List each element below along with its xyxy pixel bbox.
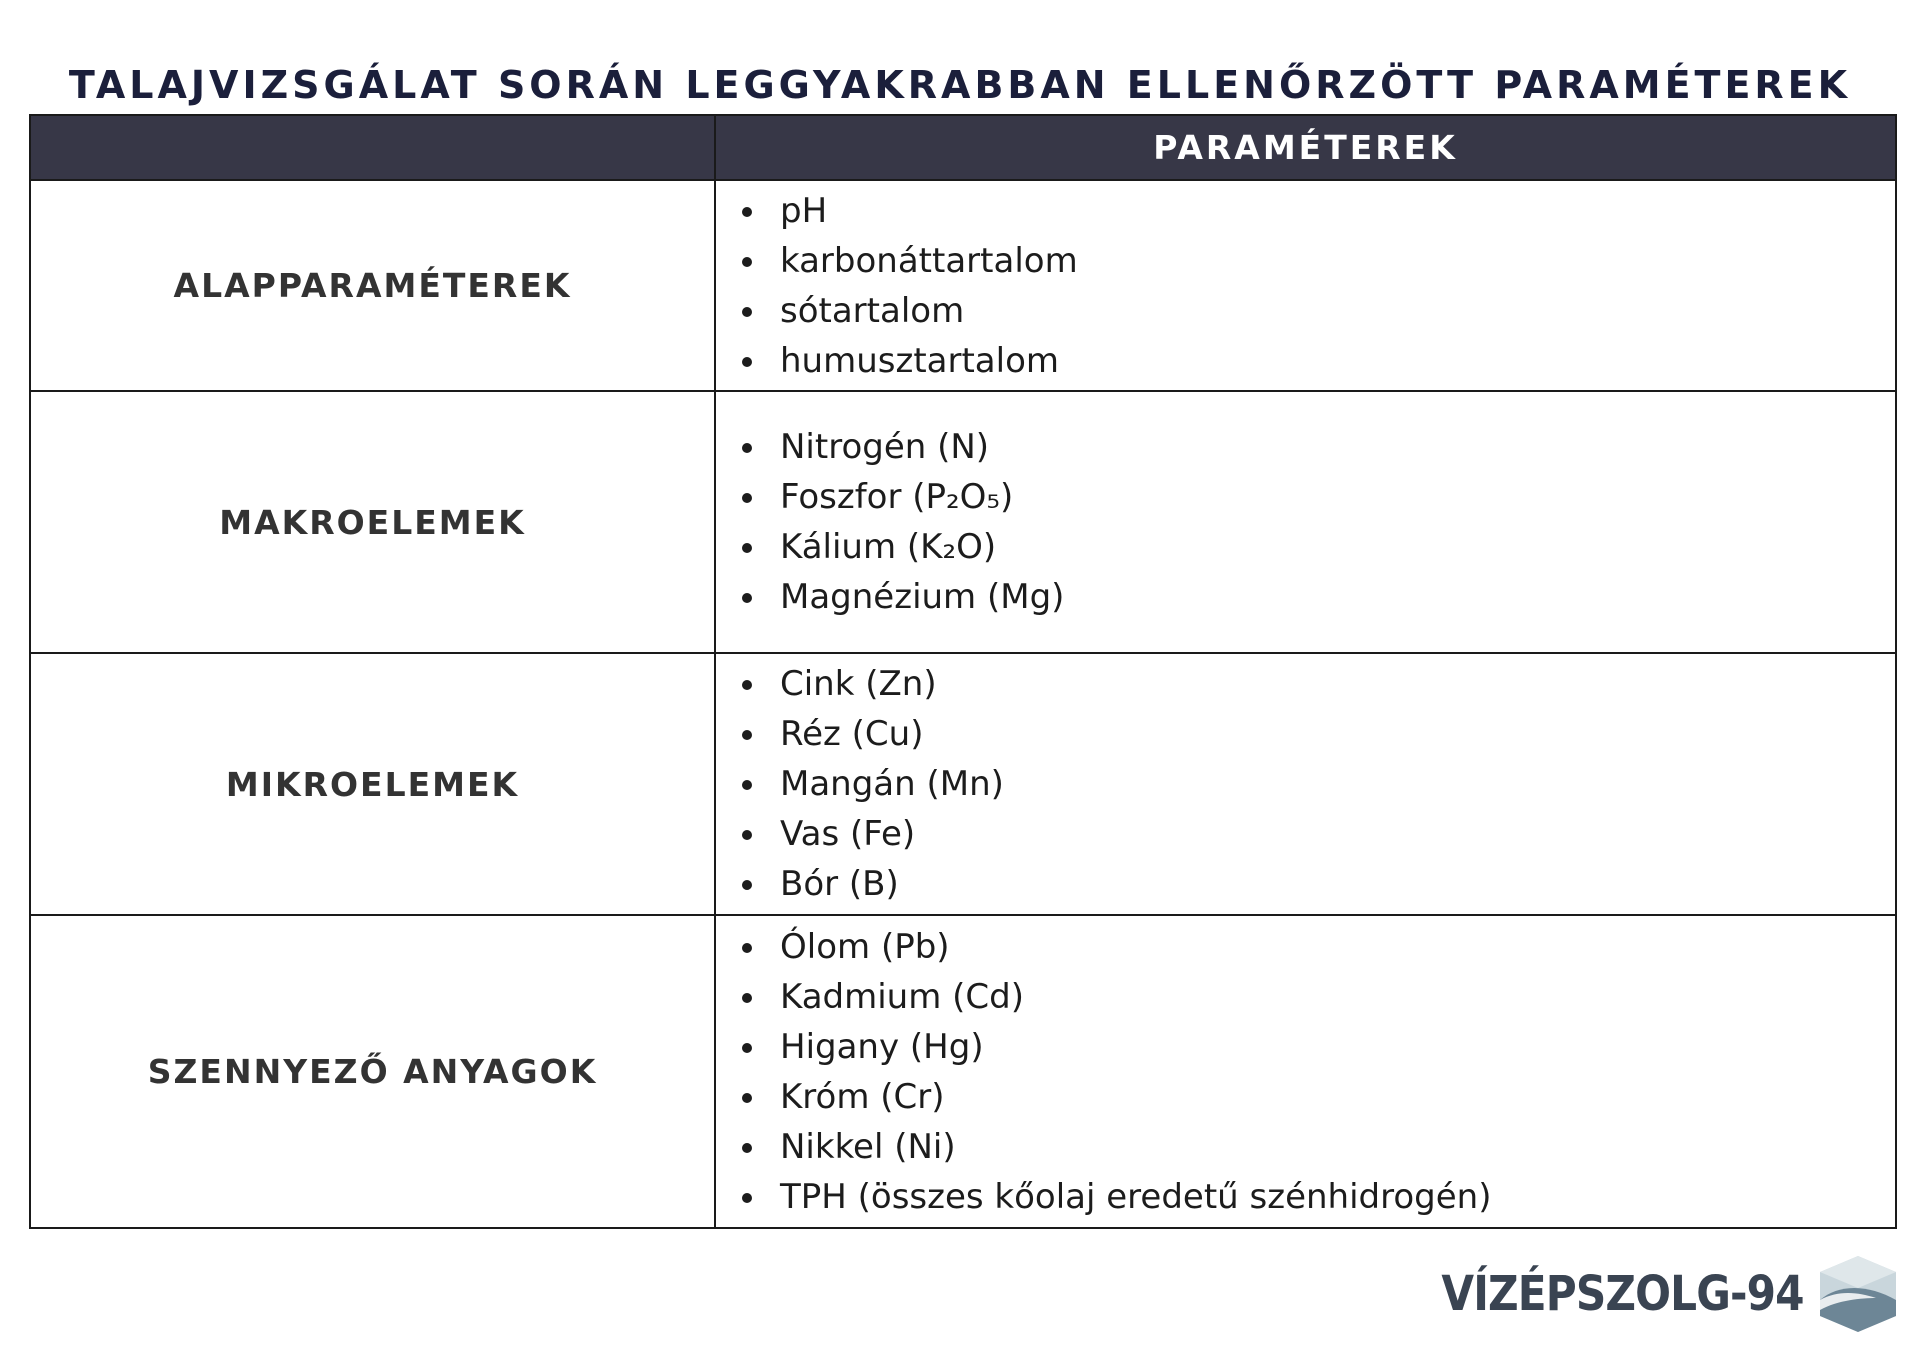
list-item-text: Bór (B) bbox=[780, 864, 899, 904]
bullet-icon bbox=[742, 207, 752, 217]
list-item bbox=[742, 522, 1895, 572]
items-cell bbox=[715, 391, 1896, 653]
list-item-text: Nikkel (Ni) bbox=[780, 1126, 956, 1167]
bullet-icon bbox=[742, 943, 752, 953]
list-item-text: humusztartalom bbox=[780, 340, 1060, 381]
list-item bbox=[742, 186, 1895, 236]
parameters-table bbox=[29, 114, 1897, 1229]
parameter-list bbox=[716, 922, 1895, 1222]
company-logo bbox=[1392, 1252, 1898, 1336]
list-item-text: Foszfor (P₂O₅) bbox=[780, 477, 1014, 517]
list-item-text: Réz (Cu) bbox=[780, 714, 924, 754]
list-item bbox=[742, 236, 1895, 286]
list-item-text: karbonáttartalom bbox=[780, 240, 1078, 281]
list-item-text: Ólom (Pb) bbox=[780, 926, 950, 967]
list-item-text: Cink (Zn) bbox=[780, 664, 937, 704]
list-item bbox=[742, 1122, 1895, 1172]
list-item-text: Vas (Fe) bbox=[780, 814, 916, 854]
list-item bbox=[742, 472, 1895, 522]
list-item bbox=[742, 922, 1895, 972]
bullet-icon bbox=[742, 1143, 752, 1153]
bullet-icon bbox=[742, 1193, 752, 1203]
bullet-icon bbox=[742, 593, 752, 603]
bullet-icon bbox=[742, 780, 752, 790]
list-item-text: sótartalom bbox=[780, 290, 965, 331]
bullet-icon bbox=[742, 830, 752, 840]
list-item bbox=[742, 809, 1895, 859]
list-item-text: Higany (Hg) bbox=[780, 1026, 984, 1067]
bullet-icon bbox=[742, 730, 752, 740]
parameter-list bbox=[716, 659, 1895, 909]
bullet-icon bbox=[742, 1093, 752, 1103]
table-row bbox=[30, 391, 1896, 653]
list-item-text: Magnézium (Mg) bbox=[780, 577, 1065, 617]
bullet-icon bbox=[742, 680, 752, 690]
table-row bbox=[30, 915, 1896, 1228]
cube-wave-logo-icon bbox=[1818, 1254, 1898, 1334]
items-cell bbox=[715, 653, 1896, 915]
list-item-text: Mangán (Mn) bbox=[780, 764, 1004, 804]
parameter-list bbox=[716, 422, 1895, 622]
items-cell bbox=[715, 915, 1896, 1228]
category-cell: MIKROELEMEK bbox=[30, 653, 715, 915]
table-row bbox=[30, 180, 1896, 391]
list-item-text: Nitrogén (N) bbox=[780, 427, 990, 467]
list-item bbox=[742, 659, 1895, 709]
category-cell: SZENNYEZŐ ANYAGOK bbox=[30, 915, 715, 1228]
list-item bbox=[742, 709, 1895, 759]
list-item bbox=[742, 422, 1895, 472]
list-item bbox=[742, 1172, 1895, 1222]
bullet-icon bbox=[742, 993, 752, 1003]
list-item-text: pH bbox=[780, 190, 828, 231]
list-item-text: TPH (összes kőolaj eredetű szénhidrogén) bbox=[780, 1176, 1492, 1217]
bullet-icon bbox=[742, 357, 752, 367]
items-cell bbox=[715, 180, 1896, 391]
table-row bbox=[30, 653, 1896, 915]
list-item bbox=[742, 286, 1895, 336]
bullet-icon bbox=[742, 443, 752, 453]
bullet-icon bbox=[742, 543, 752, 553]
bullet-icon bbox=[742, 257, 752, 267]
list-item bbox=[742, 859, 1895, 909]
list-item bbox=[742, 759, 1895, 809]
list-item-text: Króm (Cr) bbox=[780, 1076, 945, 1117]
list-item bbox=[742, 336, 1895, 386]
table-header-row bbox=[30, 115, 1896, 180]
page-title: TALAJVIZSGÁLAT SORÁN LEGGYAKRABBAN ELLENŐRZÖTT PARAMÉTEREK bbox=[68, 63, 1852, 108]
list-item-text: Kadmium (Cd) bbox=[780, 976, 1025, 1017]
bullet-icon bbox=[742, 880, 752, 890]
bullet-icon bbox=[742, 1043, 752, 1053]
list-item bbox=[742, 572, 1895, 622]
logo-text: VÍZÉPSZOLG-94 bbox=[1441, 1266, 1804, 1322]
list-item bbox=[742, 1022, 1895, 1072]
category-cell: ALAPPARAMÉTEREK bbox=[30, 180, 715, 391]
list-item bbox=[742, 972, 1895, 1022]
bullet-icon bbox=[742, 493, 752, 503]
bullet-icon bbox=[742, 307, 752, 317]
list-item-text: Kálium (K₂O) bbox=[780, 527, 997, 567]
list-item bbox=[742, 1072, 1895, 1122]
header-category-cell bbox=[30, 115, 715, 180]
header-parameters-cell: PARAMÉTEREK bbox=[715, 115, 1896, 180]
parameter-list bbox=[716, 186, 1895, 386]
category-cell: MAKROELEMEK bbox=[30, 391, 715, 653]
